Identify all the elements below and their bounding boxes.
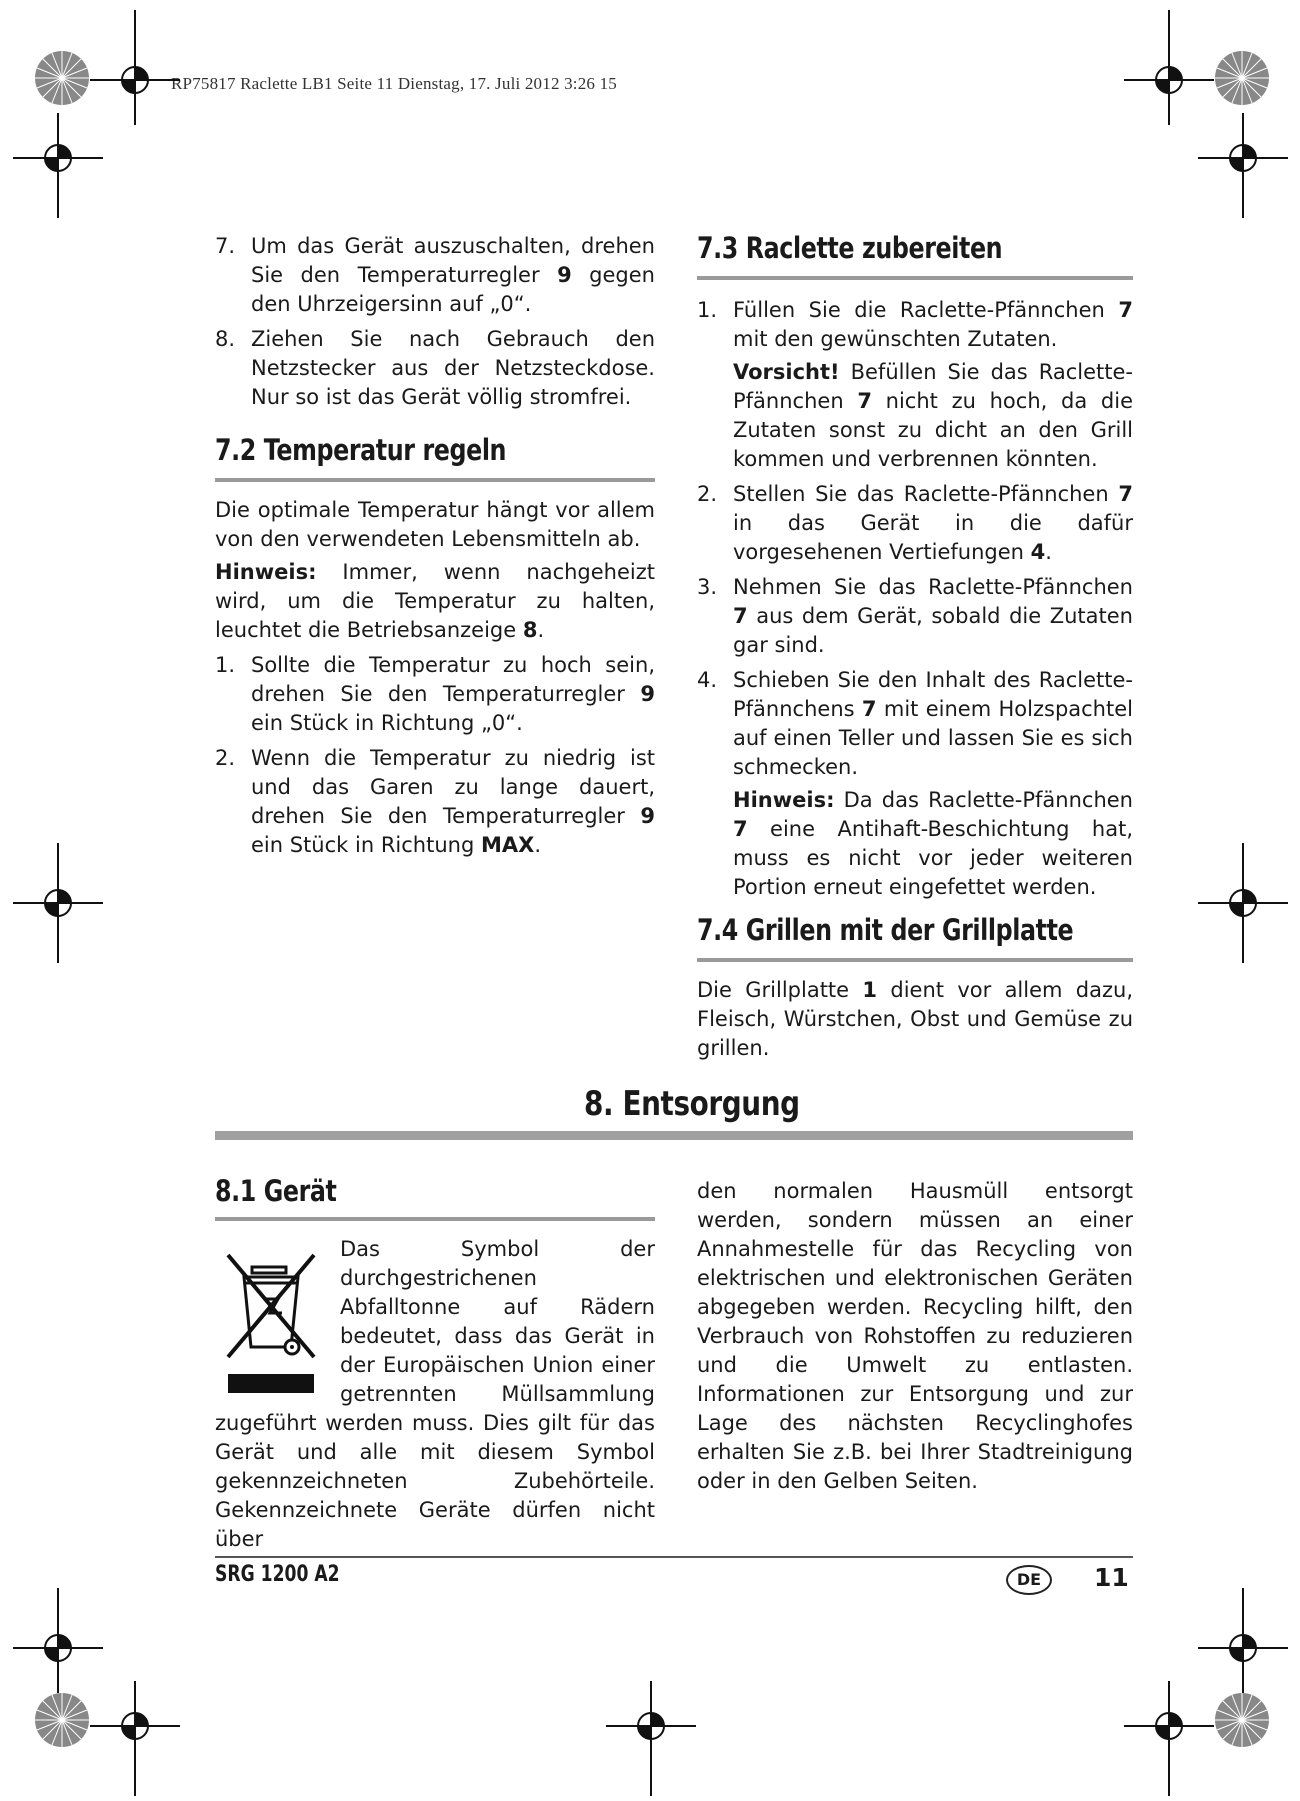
- section-heading: 8. Entsorgung: [584, 1084, 800, 1124]
- list-item: 1. Füllen Sie die Raclette-Pfännchen 7 mit den gewünschten Zutaten.: [697, 298, 1133, 351]
- paragraph: Die Grillplatte 1 dient vor allem dazu, Fleisch, Würstchen, Obst und Gemüse zu grillen.: [697, 978, 1134, 1060]
- hint-paragraph: Hinweis: Immer, wenn nachgeheizt wird, um die Temperatur zu halten, leuchtet die Betriebsanzeige 8.: [215, 560, 655, 642]
- registration-crosshair-icon: [616, 1691, 686, 1761]
- star-target-icon: [1214, 1692, 1270, 1748]
- heading-rule: [697, 276, 1133, 280]
- star-target-icon: [34, 1692, 90, 1748]
- paragraph: Die optimale Temperatur hängt vor allem von den verwendeten Lebensmitteln ab.: [215, 498, 655, 551]
- registration-crosshair-icon: [100, 45, 170, 115]
- list-item: 1. Sollte die Temperatur zu hoch sein, drehen Sie den Temperaturregler 9 ein Stück in Richtung „0“.: [215, 653, 655, 735]
- section-rule: [215, 1131, 1133, 1140]
- star-target-icon: [34, 50, 90, 106]
- list-item: 3. Nehmen Sie das Raclette-Pfännchen 7 aus dem Gerät, sobald die Zutaten gar sind.: [697, 575, 1133, 657]
- heading-rule: [215, 1217, 655, 1221]
- disposal-text-left: Das Symbol der durchgestrichenen Abfalltonne auf Rädern bedeutet, dass das Gerät in der Europäischen Union einer getrennten Müllsammlung zugeführt werden muss. Dies gilt für das Gerät und alle mit diesem Symbol gekennzeichneten Zubehörteile. Gekennzeichnete Geräte dürfen nicht über: [215, 1237, 655, 1551]
- section-heading: 7.4 Grillen mit der Grillplatte: [697, 913, 1074, 947]
- registration-crosshair-icon: [23, 123, 93, 193]
- registration-crosshair-icon: [23, 1613, 93, 1683]
- star-target-icon: [1214, 50, 1270, 106]
- registration-crosshair-icon: [1208, 868, 1278, 938]
- language-badge: DE: [1006, 1565, 1052, 1595]
- list-item: 7. Um das Gerät auszuschalten, drehen Sie den Temperaturregler 9 gegen den Uhrzeigersinn auf „0“.: [215, 234, 655, 316]
- disposal-text-right: den normalen Hausmüll entsorgt werden, sondern müssen an einer Annahmestelle für das Recycling von elektrischen und elektronischen Geräten abgegeben werden. Recycling hilft, den Verbrauch von Rohstoffen zu reduzieren und die Umwelt zu entlasten. Informationen zur Entsorgung und zur Lage des nächsten Recyclinghofes erhalten Sie z.B. bei Ihrer Stadtreinigung oder in den Gelben Seiten.: [697, 1179, 1133, 1493]
- page-number: 11: [1094, 1563, 1129, 1592]
- right-column: [697, 228, 1133, 1063]
- registration-crosshair-icon: [1134, 45, 1204, 115]
- registration-crosshair-icon: [1134, 1691, 1204, 1761]
- section-heading: 7.3 Raclette zubereiten: [697, 231, 1003, 265]
- registration-crosshair-icon: [1208, 123, 1278, 193]
- heading-rule: [215, 478, 655, 482]
- left-column: [215, 232, 655, 860]
- registration-crosshair-icon: [100, 1691, 170, 1761]
- list-item: 2. Wenn die Temperatur zu niedrig ist und das Garen zu lange dauert, drehen Sie den Temperaturregler 9 ein Stück in Richtung MAX.: [215, 746, 655, 857]
- icon-float-spacer: [215, 1235, 340, 1407]
- model-number: SRG 1200 A2: [215, 1562, 340, 1587]
- list-item: 8. Ziehen Sie nach Gebrauch den Netzstecker aus der Netzsteckdose. Nur so ist das Gerät völlig stromfrei.: [215, 327, 655, 409]
- caution-paragraph: Vorsicht! Befüllen Sie das Raclette-Pfännchen 7 nicht zu hoch, da die Zutaten sonst zu dicht an den Grill kommen und verbrennen könnten.: [733, 360, 1133, 471]
- registration-crosshair-icon: [23, 868, 93, 938]
- print-slug: RP75817 Raclette LB1 Seite 11 Dienstag, 17. Juli 2012 3:26 15: [171, 74, 617, 93]
- registration-crosshair-icon: [1208, 1613, 1278, 1683]
- heading-rule: [697, 958, 1133, 962]
- subsection-heading: 8.1 Gerät: [215, 1174, 337, 1208]
- footer-rule: [215, 1556, 1133, 1558]
- hint-paragraph: Hinweis: Da das Raclette-Pfännchen 7 eine Antihaft-Beschichtung hat, muss es nicht vor jeder weiteren Portion erneut eingefettet werden.: [733, 788, 1133, 899]
- list-item: 4. Schieben Sie den Inhalt des Raclette-Pfännchens 7 mit einem Holzspachtel auf einen Teller und lassen Sie es sich schmecken.: [697, 668, 1133, 779]
- section-heading: 7.2 Temperatur regeln: [215, 433, 507, 467]
- list-item: 2. Stellen Sie das Raclette-Pfännchen 7 in das Gerät in die dafür vorgesehenen Vertiefungen 4.: [697, 482, 1133, 564]
